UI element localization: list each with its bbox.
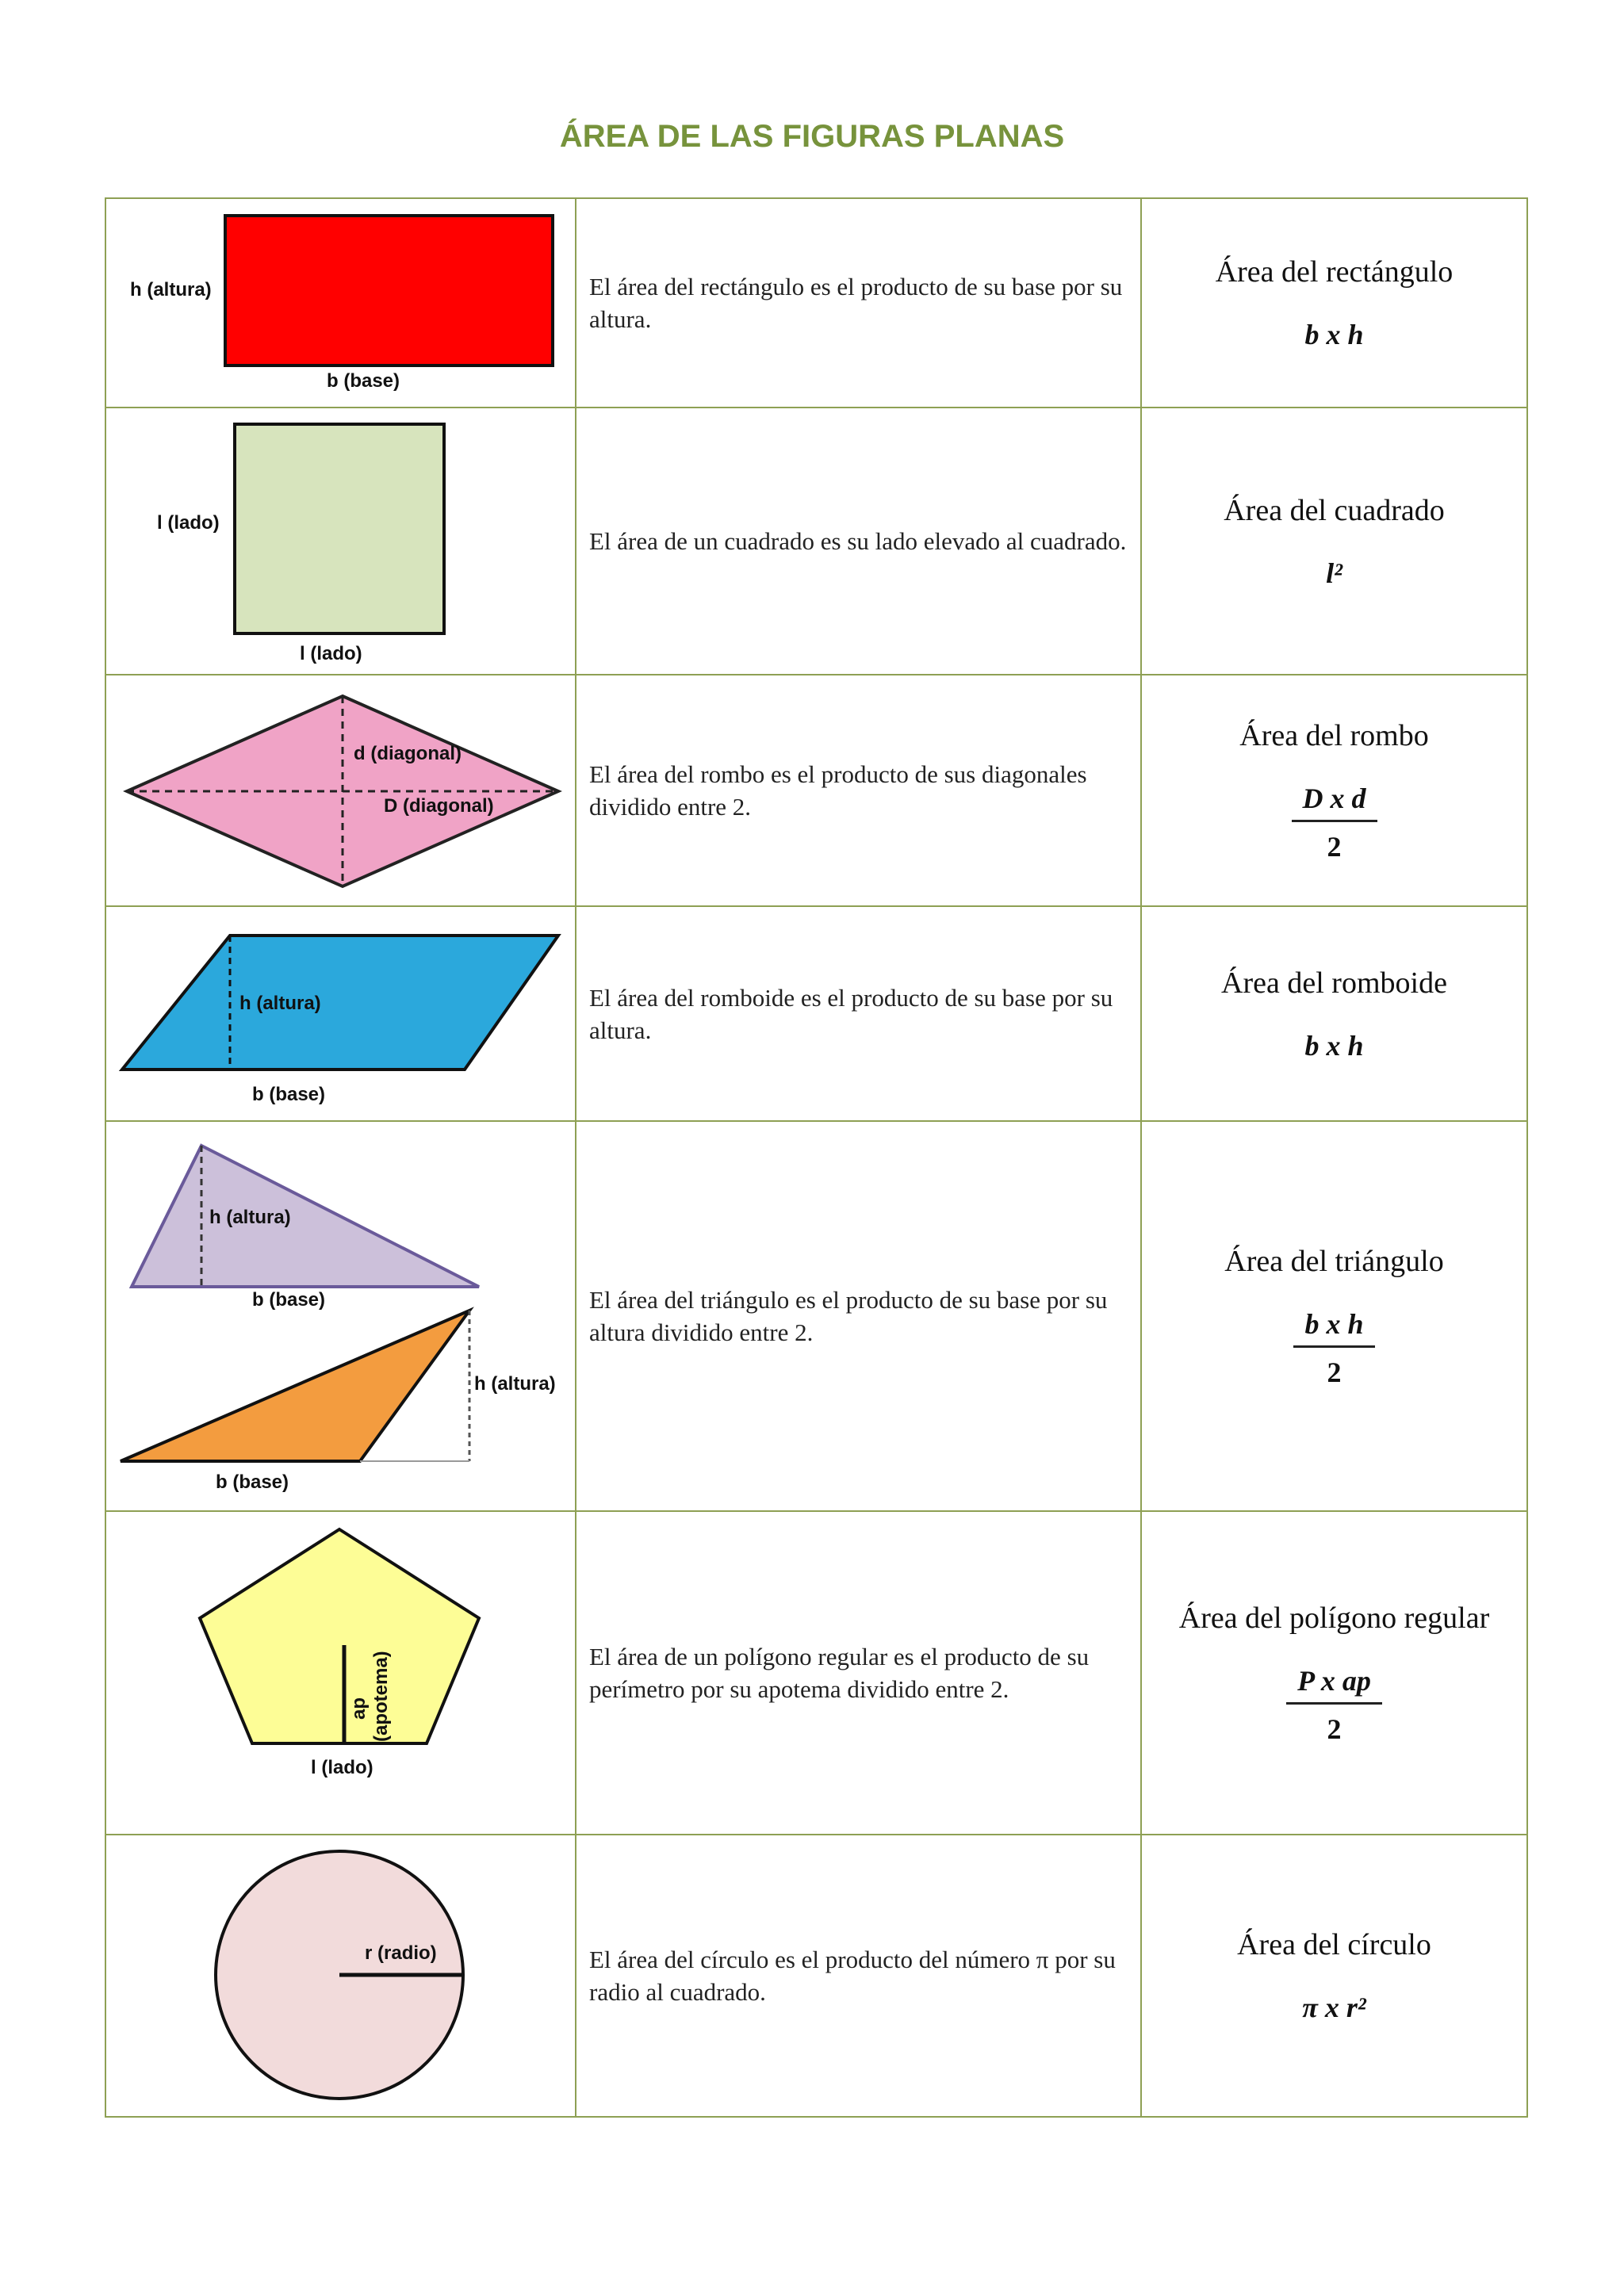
square-figure [106, 408, 576, 675]
square-formula-cell [1141, 408, 1527, 675]
table-row-rhomboid [105, 906, 1527, 1121]
triangle-figure [106, 1122, 576, 1511]
rectangle-base-label: b (base) [327, 370, 400, 392]
pentagon-shape [200, 1529, 479, 1743]
pentagon-apothem-sublabel: (apotema) [370, 1651, 392, 1742]
square-shape [235, 424, 444, 633]
square-formula: l² [1326, 557, 1342, 589]
rhombus-formula-denominator: 2 [1327, 830, 1342, 863]
circle-formula-title: Área del círculo [1237, 1928, 1431, 1961]
triangle-acute-height-label: h (altura) [209, 1207, 291, 1228]
rectangle-formula: b x h [1304, 319, 1364, 350]
triangle-acute-base-label: b (base) [252, 1289, 326, 1311]
triangle-formula-numerator: b x h [1293, 1307, 1374, 1348]
rhomboid-base-label: b (base) [252, 1084, 326, 1105]
polygon-formula-denominator: 2 [1327, 1712, 1342, 1745]
area-table [105, 197, 1528, 2118]
polygon-description: El área de un polígono regular es el producto de su perímetro por su apotema dividido entre 2. [576, 1511, 1141, 1835]
square-side-label-left: l (lado) [157, 512, 220, 534]
rhomboid-description: El área del romboide es el producto de su base por su altura. [576, 906, 1141, 1121]
triangle-formula [1293, 1307, 1374, 1389]
rhomboid-shape [122, 936, 558, 1070]
rectangle-figure-cell [105, 198, 576, 408]
circle-formula-cell [1141, 1835, 1527, 2117]
table-row-triangle [105, 1121, 1527, 1511]
triangle-description: El área del triángulo es el producto de su base por su altura dividido entre 2. [576, 1121, 1141, 1511]
rectangle-description: El área del rectángulo es el producto de su base por su altura. [576, 198, 1141, 408]
rhomboid-figure-cell [105, 906, 576, 1121]
circle-figure-cell [105, 1835, 576, 2117]
triangle-obtuse-shape [121, 1311, 469, 1461]
rhombus-formula-title: Área del rombo [1239, 718, 1429, 752]
table-row-circle [105, 1835, 1527, 2117]
table-row-square [105, 408, 1527, 675]
circle-radius-label: r (radio) [365, 1942, 437, 1964]
rhombus-formula [1292, 782, 1377, 863]
pentagon-apothem-label: ap [348, 1697, 370, 1720]
circle-figure [106, 1835, 576, 2117]
rhomboid-formula-title: Área del romboide [1221, 966, 1447, 1000]
rectangle-figure [106, 199, 576, 408]
polygon-formula-numerator: P x ap [1286, 1664, 1382, 1705]
table-row-rhombus [105, 675, 1527, 906]
pentagon-side-label: l (lado) [311, 1757, 373, 1778]
rhomboid-height-label: h (altura) [239, 993, 321, 1014]
rhombus-short-diagonal-label: d (diagonal) [354, 743, 462, 764]
polygon-formula-title: Área del polígono regular [1178, 1601, 1490, 1635]
triangle-acute-shape [132, 1146, 479, 1287]
table-row-rectangle [105, 198, 1527, 408]
page-title: ÁREA DE LAS FIGURAS PLANAS [559, 119, 1065, 154]
rhomboid-formula: b x h [1304, 1029, 1364, 1062]
polygon-formula-cell [1141, 1511, 1527, 1835]
rhombus-formula-cell [1141, 675, 1527, 906]
rhomboid-figure [106, 907, 576, 1121]
triangle-figure-cell [105, 1121, 576, 1511]
rectangle-formula-title: Área del rectángulo [1215, 255, 1454, 289]
rhombus-figure-cell [105, 675, 576, 906]
triangle-formula-denominator: 2 [1327, 1356, 1342, 1388]
rhombus-figure [106, 675, 576, 906]
rhomboid-formula-cell [1141, 906, 1527, 1121]
table-row-polygon [105, 1511, 1527, 1835]
rectangle-height-label: h (altura) [130, 279, 212, 300]
circle-description: El área del círculo es el producto del número π por su radio al cuadrado. [576, 1835, 1141, 2117]
square-formula-title: Área del cuadrado [1224, 493, 1445, 527]
rhombus-description: El área del rombo es el producto de sus diagonales dividido entre 2. [576, 675, 1141, 906]
polygon-formula [1286, 1664, 1382, 1746]
rectangle-shape [225, 216, 553, 365]
square-figure-cell [105, 408, 576, 675]
triangle-obtuse-height-label: h (altura) [474, 1373, 556, 1395]
rectangle-formula-cell [1141, 198, 1527, 408]
triangle-formula-cell [1141, 1121, 1527, 1511]
triangle-formula-title: Área del triángulo [1224, 1244, 1444, 1278]
circle-formula: π x r² [1302, 1992, 1366, 2023]
square-description: El área de un cuadrado es su lado elevado al cuadrado. [576, 408, 1141, 675]
polygon-figure [106, 1512, 576, 1835]
rhombus-long-diagonal-label: D (diagonal) [384, 795, 494, 817]
polygon-figure-cell [105, 1511, 576, 1835]
rhombus-formula-numerator: D x d [1292, 782, 1377, 822]
triangle-obtuse-base-label: b (base) [216, 1471, 289, 1493]
square-side-label-bottom: l (lado) [300, 643, 362, 664]
